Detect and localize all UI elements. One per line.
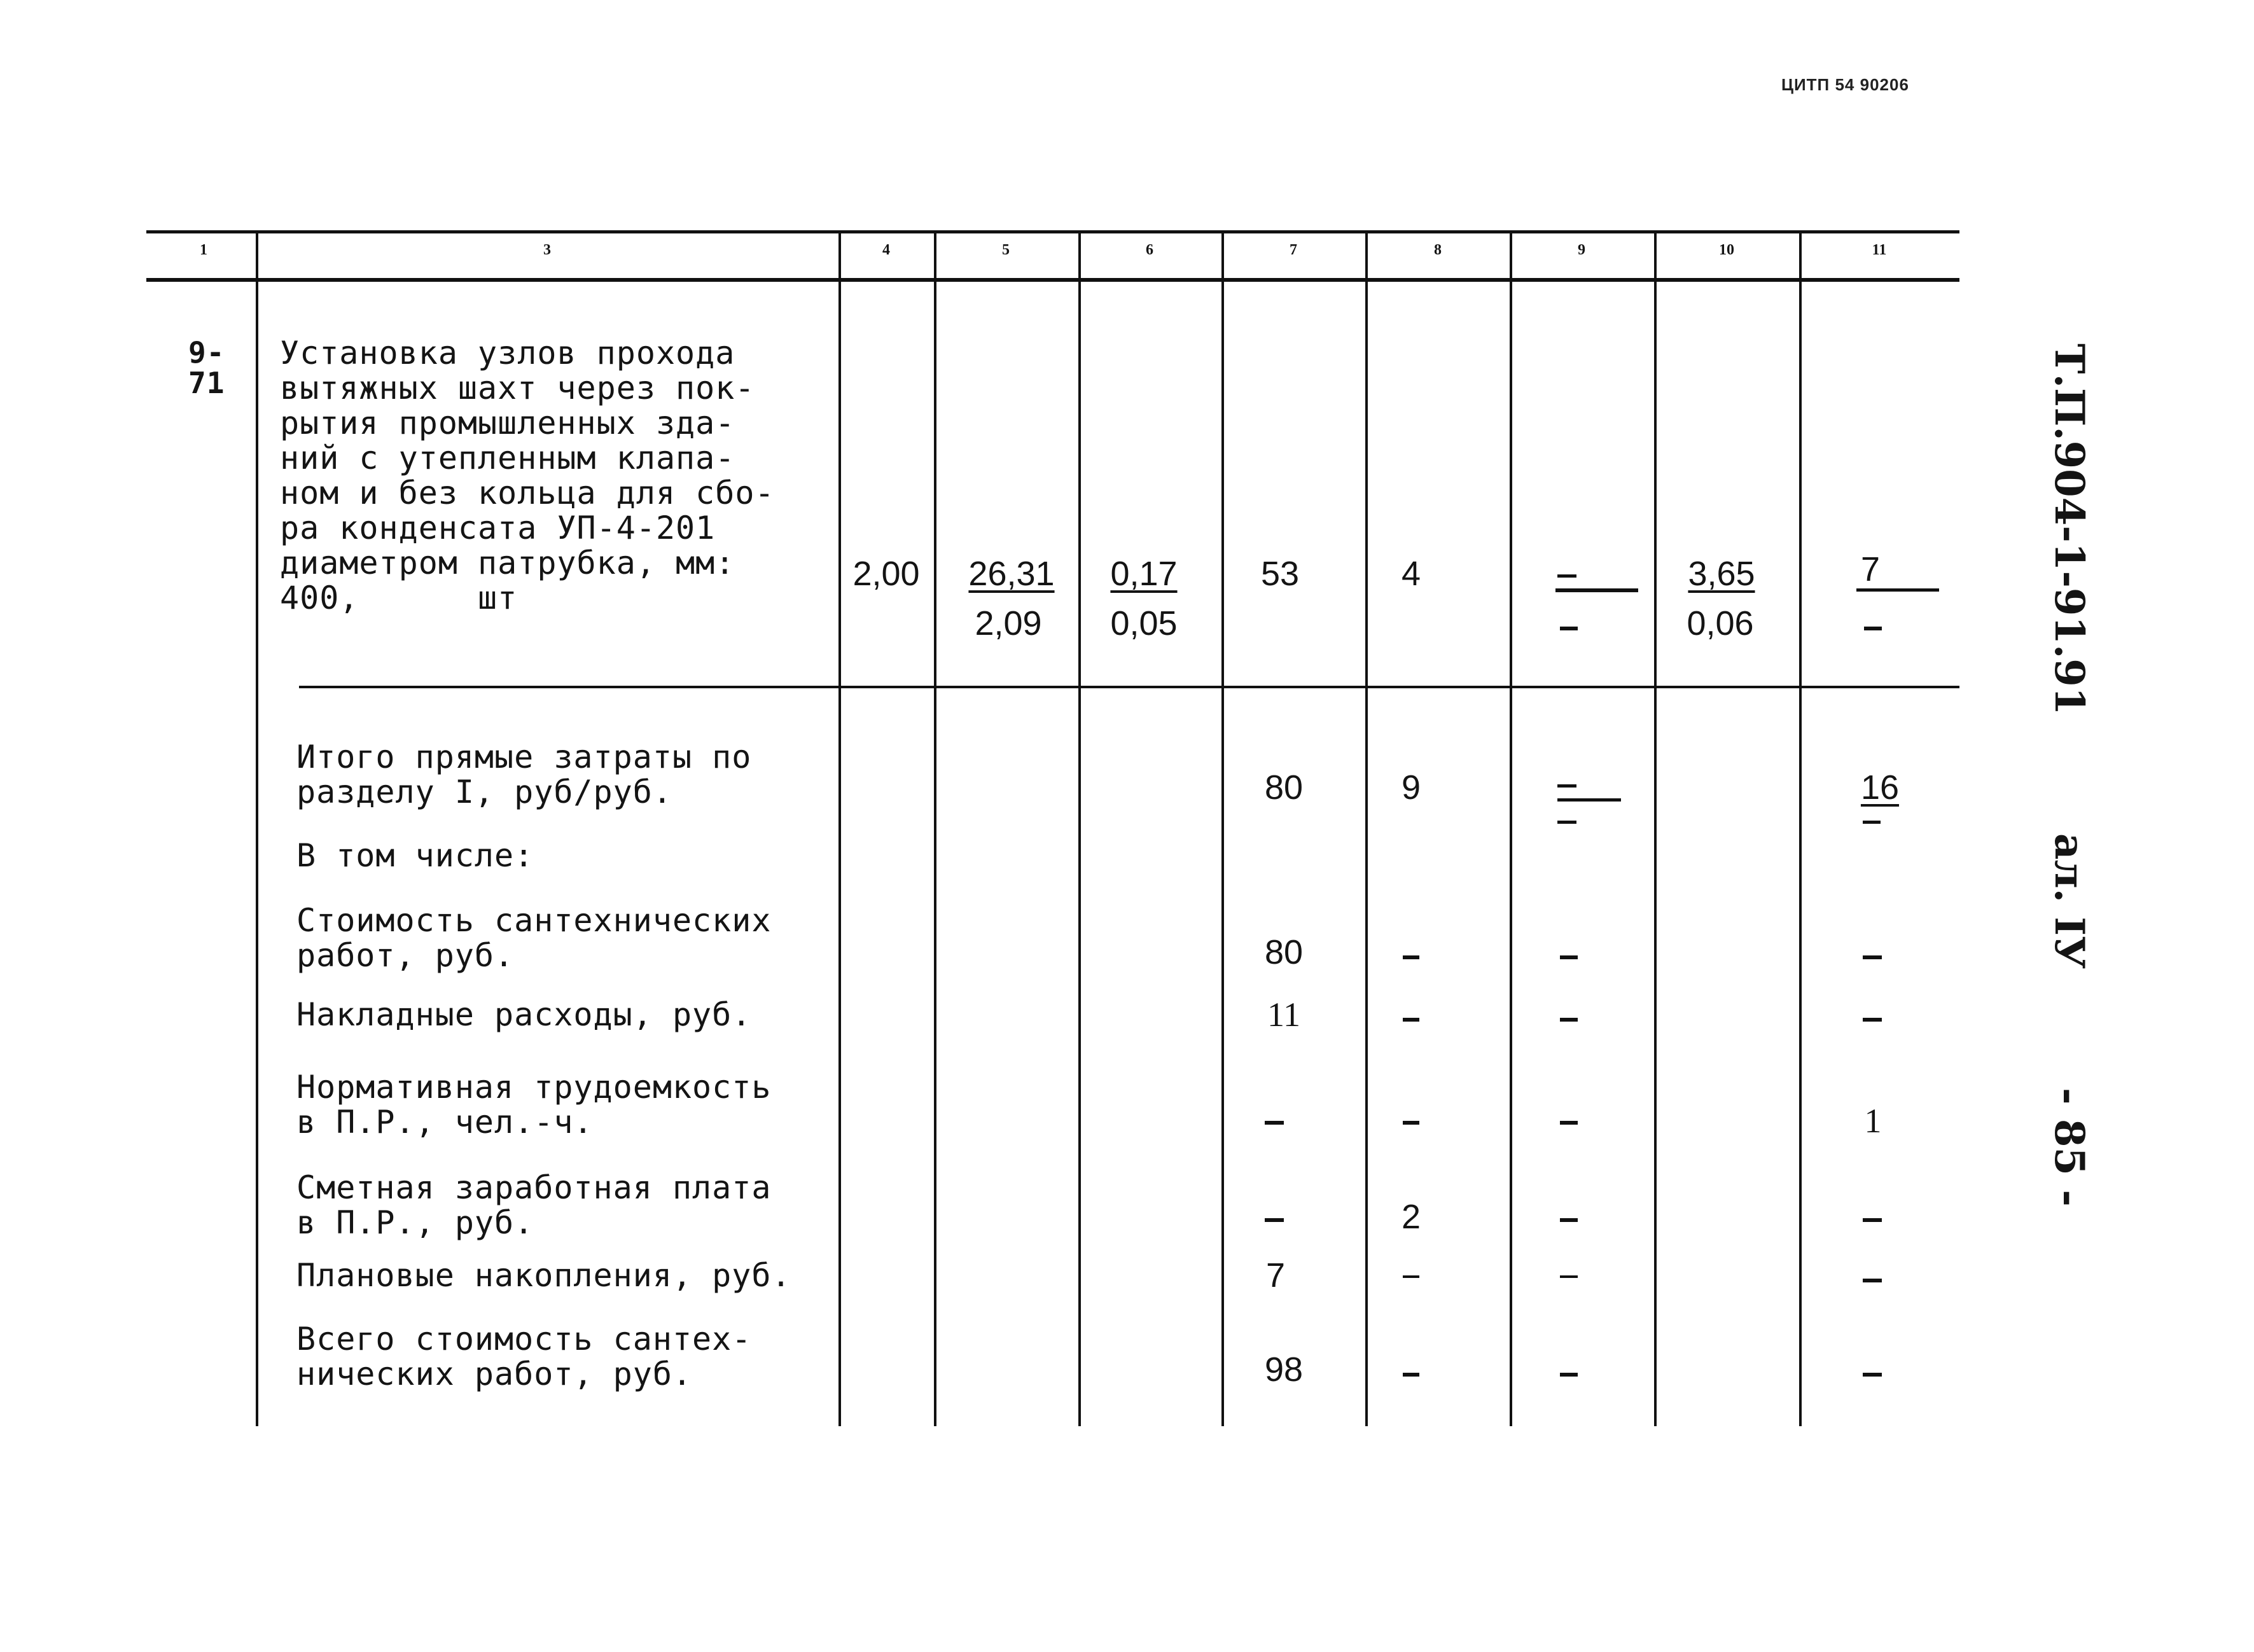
total-col7: 80 xyxy=(1264,768,1304,807)
column-number: 6 xyxy=(1146,242,1153,258)
summary-row-dash xyxy=(1560,1218,1578,1222)
summary-row-dash xyxy=(1560,1373,1578,1377)
item-description: Установка узлов прохода вытяжных шахт через пок- рытия промышленных зда- ний с утепленным клапа- ном и без кольца для сбо- ра конденсата УП-4-201 диаметром патрубка, мм: 400, шт xyxy=(280,335,775,616)
column-line xyxy=(1799,230,1802,1426)
column-line xyxy=(934,230,936,1426)
column-number: 11 xyxy=(1872,242,1887,258)
including-label: В том числе: xyxy=(296,837,534,874)
item-col10-bottom: 0,06 xyxy=(1687,604,1754,642)
total-col11: 16 xyxy=(1860,768,1900,807)
summary-row-col8: 2 xyxy=(1401,1198,1421,1236)
column-number: 8 xyxy=(1434,242,1442,258)
total-col11-dash xyxy=(1863,821,1881,824)
item-col9-top-dash xyxy=(1557,574,1576,578)
item-col10-top: 3,65 xyxy=(1688,555,1755,593)
summary-row-dash xyxy=(1863,1018,1882,1022)
summary-row-label: Плановые накопления, руб. xyxy=(296,1257,791,1294)
item-col5-top: 26,31 xyxy=(968,555,1055,593)
table-header-rule xyxy=(146,278,1959,282)
summary-row-col7: 7 xyxy=(1265,1256,1286,1295)
summary-row-col7: 98 xyxy=(1264,1350,1304,1389)
item-code: 9- 71 xyxy=(188,335,225,400)
column-line xyxy=(838,230,841,1426)
summary-row-col7: 11 xyxy=(1267,996,1300,1034)
total-col8: 9 xyxy=(1401,768,1421,807)
item-col7: 53 xyxy=(1260,555,1300,593)
summary-row-label: Сметная заработная плата в П.Р., руб. xyxy=(296,1169,772,1241)
side-album: ал. IУ xyxy=(2045,833,2093,969)
summary-row-dash xyxy=(1863,1373,1882,1377)
column-number: 3 xyxy=(543,242,551,258)
summary-row-dash xyxy=(1560,955,1578,959)
summary-row-dash xyxy=(1863,955,1882,959)
summary-row-dash xyxy=(1403,1018,1419,1022)
item-col4: 2,00 xyxy=(852,555,920,593)
summary-row-dash xyxy=(1560,1121,1578,1125)
summary-row-dash xyxy=(1560,1018,1578,1022)
total-col9-dash xyxy=(1557,784,1576,788)
summary-row-dash xyxy=(1863,1279,1882,1282)
column-number: 9 xyxy=(1578,242,1585,258)
column-number: 1 xyxy=(200,242,207,258)
item-col9-bottom-dash xyxy=(1560,627,1578,630)
column-line xyxy=(1078,230,1081,1426)
summary-row-col7: 80 xyxy=(1264,933,1304,971)
item-col5-bottom: 2,09 xyxy=(975,604,1042,642)
summary-row-dash xyxy=(1863,1218,1882,1222)
summary-row-col11: 1 xyxy=(1864,1102,1882,1140)
summary-row-dash xyxy=(1265,1121,1284,1125)
column-number: 4 xyxy=(882,242,890,258)
column-line xyxy=(256,230,258,1426)
column-number: 7 xyxy=(1290,242,1297,258)
item-col8: 4 xyxy=(1401,555,1421,593)
item-col11-top: 7 xyxy=(1860,550,1881,588)
item-col11-bottom-dash xyxy=(1864,627,1882,630)
side-doc-number: Т.П.904-1-91.91 xyxy=(2045,344,2093,716)
table-top-rule xyxy=(146,230,1959,233)
item-separator-rule xyxy=(299,686,1959,688)
column-number: 5 xyxy=(1002,242,1010,258)
summary-row-dash xyxy=(1403,1275,1419,1278)
summary-row-dash xyxy=(1265,1218,1284,1222)
item-col11-top-line xyxy=(1856,588,1939,592)
column-line xyxy=(1654,230,1657,1426)
summary-row-label: Накладные расходы, руб. xyxy=(296,996,752,1033)
item-col9-top-dash xyxy=(1555,588,1638,592)
column-number: 10 xyxy=(1719,242,1734,258)
summary-row-dash xyxy=(1403,1121,1419,1125)
summary-row-dash xyxy=(1403,1373,1419,1377)
document-code: ЦИТП 54 90206 xyxy=(1781,75,1909,94)
summary-row-dash xyxy=(1560,1275,1578,1278)
summary-row-label: Всего стоимость сантех- нических работ, руб. xyxy=(296,1321,752,1392)
summary-row-label: Нормативная трудоемкость в П.Р., чел.-ч. xyxy=(296,1069,772,1141)
item-col6-bottom: 0,05 xyxy=(1110,604,1178,642)
summary-row-dash xyxy=(1403,955,1419,959)
total-col9-dash xyxy=(1557,821,1576,824)
column-line xyxy=(1365,230,1368,1426)
item-col6-top: 0,17 xyxy=(1110,555,1178,593)
summary-row-label: Стоимость сантехнических работ, руб. xyxy=(296,902,772,974)
column-line xyxy=(1221,230,1224,1426)
side-page-number: - 85 - xyxy=(2045,1088,2093,1207)
total-col9-dash xyxy=(1557,798,1621,802)
total-label: Итого прямые затраты по разделу I, руб/руб. xyxy=(296,739,752,810)
column-line xyxy=(1510,230,1512,1426)
